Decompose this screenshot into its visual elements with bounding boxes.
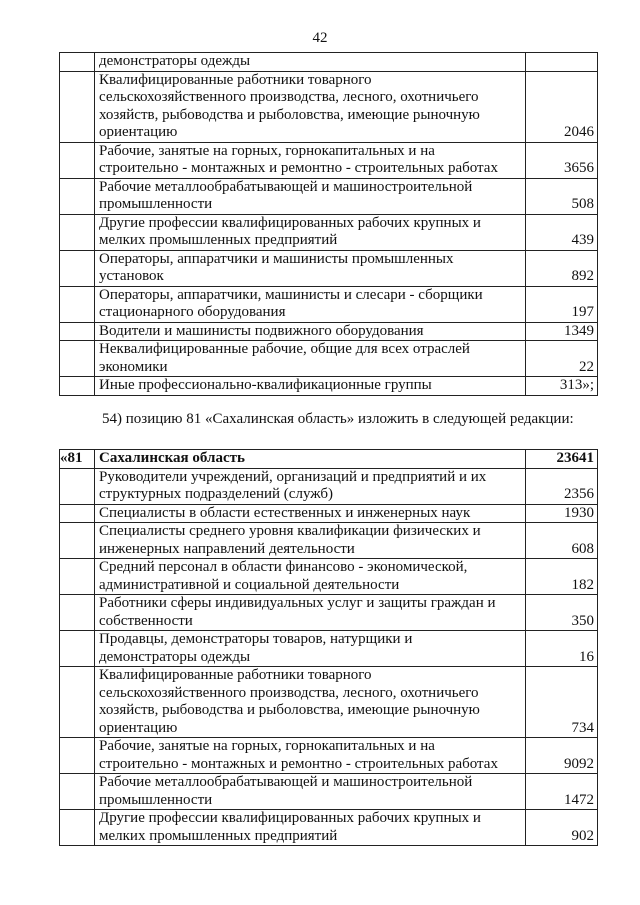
occupation-group-cell [95, 286, 526, 322]
table-row [60, 559, 598, 595]
value-cell: 902 [526, 810, 598, 846]
occupation-group-cell [95, 214, 526, 250]
value-cell: 608 [526, 523, 598, 559]
row-number-cell [60, 738, 95, 774]
value-cell: 350 [526, 595, 598, 631]
occupation-group-name: демонстраторы одежды [99, 53, 251, 69]
occupation-group-name: Квалифицированные работники товарного сельскохозяйственного производства, лесного, охотничьего хозяйств, рыбоводства и рыболовства, имеющие рыночную ориентацию [99, 71, 480, 140]
row-number-cell [60, 322, 95, 341]
table-row [60, 377, 598, 396]
occupation-group-cell [95, 631, 526, 667]
page-number: 42 [312, 30, 328, 46]
region-header-row [60, 450, 598, 469]
value-cell: 1930 [526, 504, 598, 523]
occupation-group-name: Специалисты в области естественных и инженерных наук [99, 504, 471, 521]
occupation-group-name: Неквалифицированные рабочие, общие для всех отраслей экономики [99, 341, 470, 375]
table-row [60, 142, 598, 178]
table-row [60, 341, 598, 377]
occupation-group-name: Квалифицированные работники товарного сельскохозяйственного производства, лесного, охотничьего хозяйств, рыбоводства и рыболовства, имеющие рыночную ориентацию [99, 667, 480, 736]
occupation-group-name: Рабочие, занятые на горных, горнокапитальных и на строительно - монтажных и ремонтно - строительных работах [99, 738, 498, 772]
row-number-cell [60, 595, 95, 631]
value-cell: 182 [526, 559, 598, 595]
value-cell: 734 [526, 667, 598, 738]
occupation-group-cell [95, 667, 526, 738]
row-number-cell [60, 53, 95, 72]
occupation-group-cell [95, 53, 526, 72]
region-name-cell: Сахалинская область [95, 450, 526, 469]
value-cell: 9092 [526, 738, 598, 774]
sakhalin-region-table [59, 449, 598, 846]
occupation-group-cell [95, 559, 526, 595]
value-cell: 197 [526, 286, 598, 322]
occupation-group-name: Средний персонал в области финансово - экономической, административной и социальной деятельности [99, 559, 468, 593]
occupation-group-cell [95, 142, 526, 178]
occupation-group-name: Водители и машинисты подвижного оборудования [99, 322, 424, 339]
value-cell: 16 [526, 631, 598, 667]
value-cell: 439 [526, 214, 598, 250]
row-number-cell [60, 523, 95, 559]
table-row [60, 53, 598, 72]
occupation-group-name: Рабочие, занятые на горных, горнокапитальных и на строительно - монтажных и ремонтно - строительных работах [99, 142, 498, 176]
occupation-group-cell [95, 178, 526, 214]
amendment-paragraph: 54) позицию 81 «Сахалинская область» изложить в следующей редакции: [102, 411, 574, 427]
occupation-group-name: Руководители учреждений, организаций и предприятий и их структурных подразделений (служб) [99, 468, 487, 502]
value-cell: 1349 [526, 322, 598, 341]
region-code-cell: «81 [60, 450, 95, 469]
value-cell: 2356 [526, 468, 598, 504]
row-number-cell [60, 377, 95, 396]
value-cell: 892 [526, 250, 598, 286]
occupation-group-cell [95, 774, 526, 810]
occupation-group-name: Операторы, аппаратчики, машинисты и слесари - сборщики стационарного оборудования [99, 286, 483, 320]
occupation-group-name: Продавцы, демонстраторы товаров, натурщики и демонстраторы одежды [99, 631, 413, 665]
table-row [60, 738, 598, 774]
value-cell: 508 [526, 178, 598, 214]
row-number-cell [60, 178, 95, 214]
occupation-group-name: Другие профессии квалифицированных рабочих крупных и мелких промышленных предприятий [99, 214, 481, 248]
row-number-cell [60, 250, 95, 286]
occupation-group-name: Рабочие металлообрабатывающей и машиностроительной промышленности [99, 774, 473, 808]
occupation-group-cell [95, 377, 526, 396]
value-cell: 2046 [526, 71, 598, 142]
table-row [60, 214, 598, 250]
occupation-group-cell [95, 250, 526, 286]
table-row [60, 286, 598, 322]
occupation-group-cell [95, 595, 526, 631]
row-number-cell [60, 71, 95, 142]
row-number-cell [60, 504, 95, 523]
row-number-cell [60, 810, 95, 846]
row-number-cell [60, 142, 95, 178]
occupation-group-cell [95, 738, 526, 774]
occupation-group-cell [95, 71, 526, 142]
value-cell: 313»; [526, 377, 598, 396]
value-cell: 3656 [526, 142, 598, 178]
occupation-table-continued [59, 52, 598, 396]
row-number-cell [60, 667, 95, 738]
occupation-group-cell [95, 468, 526, 504]
occupation-group-name: Специалисты среднего уровня квалификации физических и инженерных направлений деятельности [99, 523, 481, 557]
row-number-cell [60, 774, 95, 810]
table-row [60, 774, 598, 810]
row-number-cell [60, 214, 95, 250]
table-row [60, 468, 598, 504]
table-row [60, 667, 598, 738]
table-row [60, 250, 598, 286]
occupation-group-cell [95, 523, 526, 559]
occupation-group-cell [95, 810, 526, 846]
occupation-group-cell [95, 341, 526, 377]
table-row [60, 71, 598, 142]
occupation-group-cell [95, 504, 526, 523]
occupation-group-name: Иные профессионально-квалификационные группы [99, 377, 432, 393]
value-cell [526, 53, 598, 72]
occupation-group-name: Другие профессии квалифицированных рабочих крупных и мелких промышленных предприятий [99, 810, 481, 844]
row-number-cell [60, 631, 95, 667]
table-row [60, 322, 598, 341]
occupation-group-name: Рабочие металлообрабатывающей и машиностроительной промышленности [99, 178, 473, 212]
row-number-cell [60, 559, 95, 595]
occupation-group-cell [95, 322, 526, 341]
table-row [60, 178, 598, 214]
table-row [60, 810, 598, 846]
occupation-group-name: Операторы, аппаратчики и машинисты промышленных установок [99, 250, 454, 284]
occupation-group-name: Работники сферы индивидуальных услуг и защиты граждан и собственности [99, 595, 496, 629]
region-total-cell: 23641 [526, 450, 598, 469]
value-cell: 1472 [526, 774, 598, 810]
table-row [60, 631, 598, 667]
row-number-cell [60, 286, 95, 322]
table-row [60, 595, 598, 631]
table-row [60, 504, 598, 523]
row-number-cell [60, 341, 95, 377]
table-row [60, 523, 598, 559]
value-cell: 22 [526, 341, 598, 377]
row-number-cell [60, 468, 95, 504]
